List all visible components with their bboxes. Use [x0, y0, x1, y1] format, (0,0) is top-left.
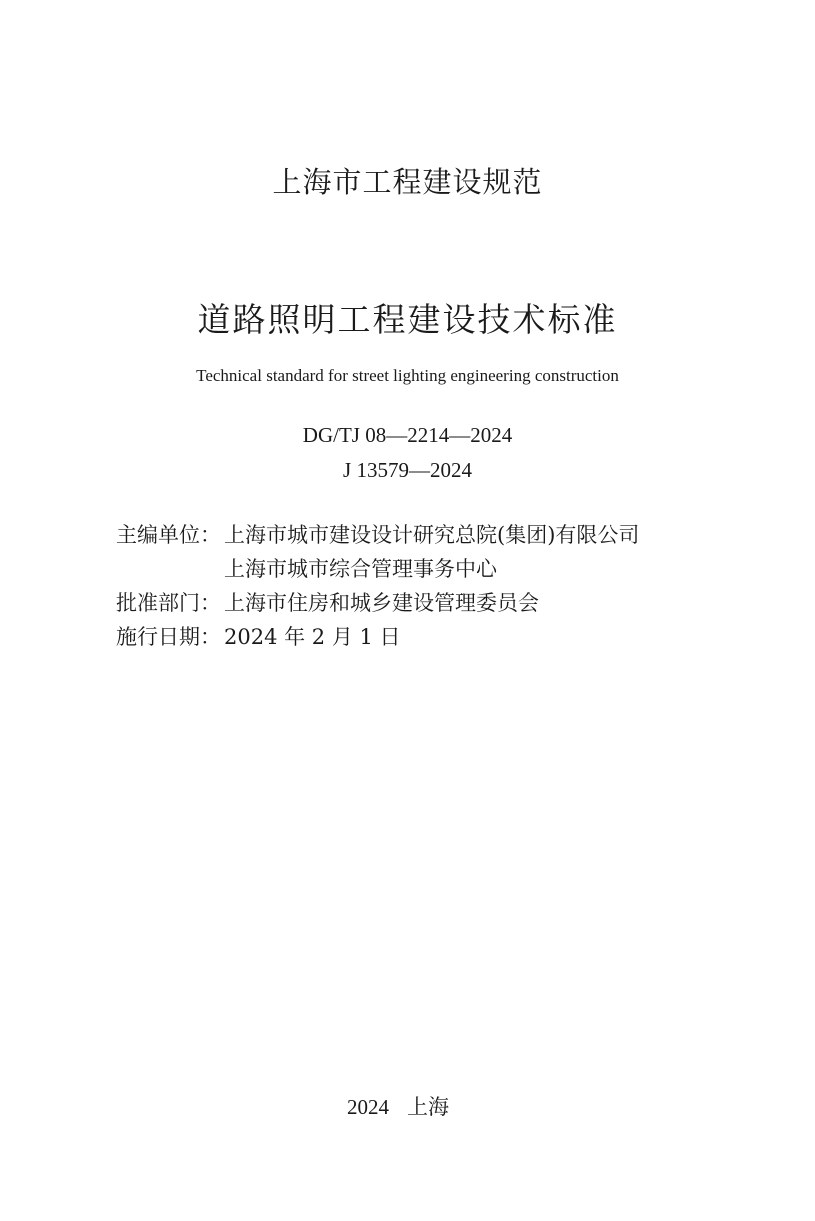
approver-label: 批准部门： — [116, 591, 221, 615]
document-title: 道路照明工程建设技术标准 — [197, 300, 618, 339]
editor-value-2: 上海市城市综合管理事务中心 — [224, 557, 497, 581]
footer-place: 上海 — [407, 1095, 449, 1119]
editor-row — [116, 518, 639, 552]
effective-date-value: 2024 年 2 月 1 日 — [224, 625, 401, 649]
footer-year: 2024 — [347, 1095, 389, 1119]
editor-row-2 — [116, 552, 639, 586]
footer — [347, 1091, 449, 1121]
record-number: J 13579—2024 — [343, 458, 472, 482]
standard-number: DG/TJ 08—2214—2024 — [302, 423, 513, 447]
approver-row — [116, 586, 639, 620]
effective-date-row — [116, 620, 639, 654]
series-title: 上海市工程建设规范 — [272, 165, 543, 199]
document-title-english: Technical standard for street lighting engineering construction — [196, 366, 619, 385]
info-block — [116, 518, 639, 654]
editor-value-1: 上海市城市建设设计研究总院(集团)有限公司 — [224, 523, 640, 547]
effective-date-label: 施行日期： — [116, 625, 221, 649]
editor-label: 主编单位： — [116, 523, 221, 547]
editor-label-spacer — [116, 552, 224, 586]
approver-value: 上海市住房和城乡建设管理委员会 — [224, 591, 539, 615]
